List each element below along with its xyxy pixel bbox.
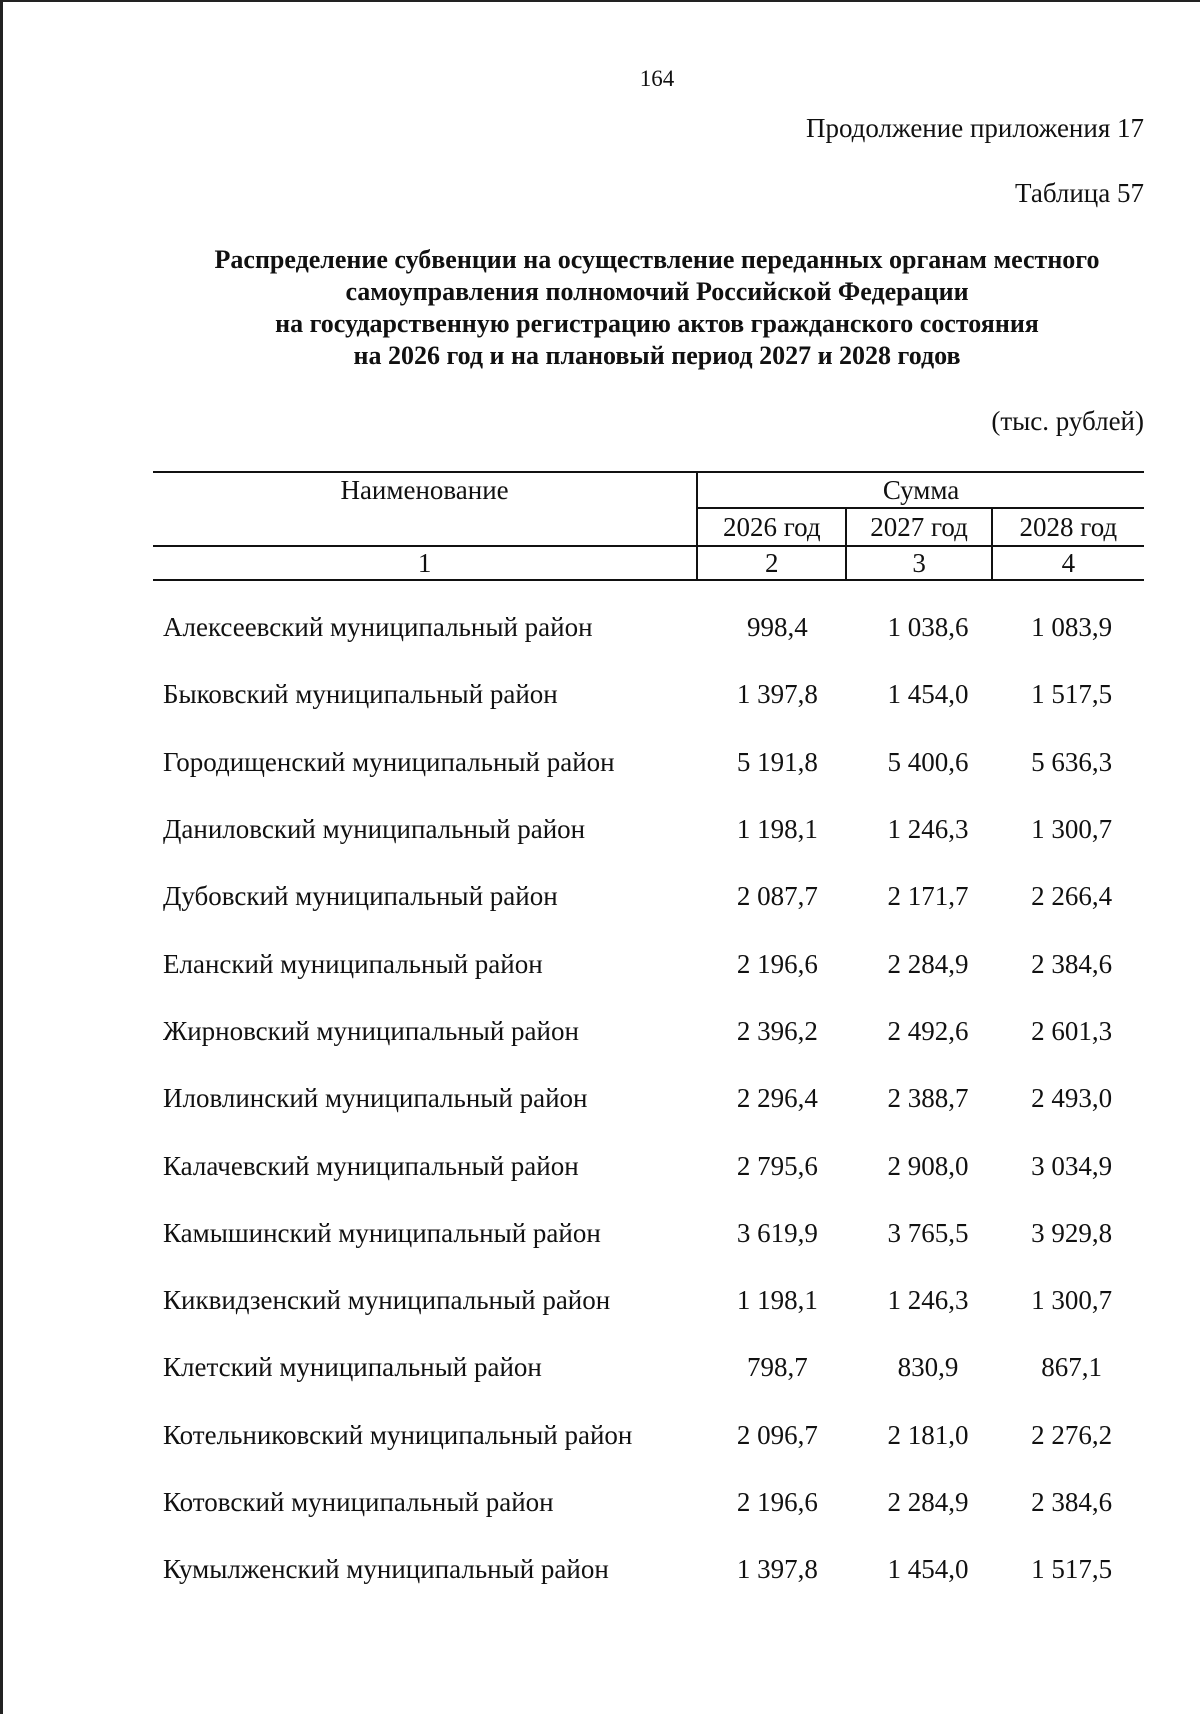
district-name: Котовский муниципальный район (163, 1487, 554, 1517)
value-2026: 5 191,8 (736, 746, 818, 777)
district-name: Даниловский муниципальный район (163, 814, 586, 845)
value-2027: 1 246,3 (887, 1285, 969, 1316)
value-2027: 2 171,7 (887, 881, 969, 912)
page-number: 164 (639, 66, 675, 91)
value-2026: 2 087,7 (736, 881, 818, 912)
district-name: Камышинский муниципальный район (163, 1217, 601, 1248)
district-name: Котельниковский муниципальный район (163, 1419, 633, 1450)
table-row (153, 1334, 1144, 1401)
value-2028: 5 636,3 (1031, 746, 1113, 777)
table-number: Таблица 57 (1015, 178, 1144, 208)
district-name: Алексеевский муниципальный район (163, 612, 593, 643)
title-line: самоуправления полномочий Российской Федерации (345, 277, 969, 306)
value-2027: 3 765,5 (887, 1217, 969, 1248)
table-row (153, 729, 1144, 796)
value-2026: 2 296,4 (736, 1083, 818, 1114)
header-year-2027: 2027 год (846, 508, 991, 546)
value-2027: 830,9 (897, 1352, 959, 1383)
table-header (153, 471, 1144, 581)
value-2026: 1 397,8 (736, 1554, 818, 1585)
value-2028: 2 601,3 (1031, 1015, 1113, 1046)
table-body (153, 594, 1144, 1603)
value-2026: 2 196,6 (736, 948, 818, 979)
value-2028: 3 929,8 (1031, 1217, 1113, 1248)
value-2026: 1 397,8 (736, 679, 818, 710)
col-number-2: 2 (697, 546, 846, 580)
district-name: Еланский муниципальный район (163, 948, 543, 979)
col-number-4: 4 (992, 546, 1144, 580)
value-2028: 2 384,6 (1031, 1487, 1113, 1517)
title-line: на государственную регистрацию актов гражданского состояния (275, 309, 1039, 338)
appendix-note: Продолжение приложения 17 (805, 113, 1144, 143)
table-row (153, 863, 1144, 930)
table-row (153, 1536, 1144, 1603)
value-2028: 867,1 (1041, 1352, 1103, 1383)
value-2026: 2 196,6 (736, 1487, 818, 1517)
value-2026: 1 198,1 (736, 814, 818, 845)
table-row (153, 594, 1144, 661)
value-2027: 2 492,6 (887, 1015, 969, 1046)
value-2028: 2 384,6 (1031, 948, 1113, 979)
table-row (153, 1402, 1144, 1469)
header-sum: Сумма (697, 472, 1144, 508)
value-2026: 798,7 (746, 1352, 808, 1383)
header-year-2028: 2028 год (992, 508, 1144, 546)
table-row (153, 930, 1144, 997)
value-2028: 2 276,2 (1031, 1419, 1113, 1450)
value-2027: 1 454,0 (887, 679, 969, 710)
value-2028: 2 266,4 (1031, 881, 1113, 912)
title-line: Распределение субвенции на осуществление переданных органам местного (214, 245, 1100, 274)
value-2028: 3 034,9 (1031, 1150, 1113, 1181)
value-2027: 2 908,0 (887, 1150, 969, 1181)
value-2026: 3 619,9 (736, 1217, 818, 1248)
value-2026: 2 096,7 (736, 1419, 818, 1450)
table-row (153, 1469, 1144, 1536)
units-label: (тыс. рублей) (991, 406, 1144, 436)
value-2027: 1 038,6 (887, 612, 969, 643)
district-name: Иловлинский муниципальный район (163, 1083, 588, 1114)
district-name: Киквидзенский муниципальный район (163, 1285, 611, 1316)
table-row (153, 1065, 1144, 1132)
value-2028: 1 300,7 (1031, 1285, 1113, 1316)
table-row (153, 661, 1144, 728)
col-number-3: 3 (846, 546, 991, 580)
value-2027: 2 284,9 (887, 1487, 969, 1517)
table-row (153, 1200, 1144, 1267)
value-2027: 1 454,0 (887, 1554, 969, 1585)
value-2027: 2 181,0 (887, 1419, 969, 1450)
value-2026: 1 198,1 (736, 1285, 818, 1316)
header-year-2026: 2026 год (697, 508, 846, 546)
value-2028: 2 493,0 (1031, 1083, 1113, 1114)
value-2028: 1 083,9 (1031, 612, 1113, 643)
value-2026: 998,4 (746, 612, 808, 643)
district-name: Клетский муниципальный район (163, 1352, 542, 1383)
header-name: Наименование (153, 472, 697, 546)
table-row (153, 1267, 1144, 1334)
district-name: Жирновский муниципальный район (163, 1015, 579, 1046)
table-row (153, 796, 1144, 863)
district-name: Быковский муниципальный район (163, 679, 558, 710)
value-2027: 2 388,7 (887, 1083, 969, 1114)
value-2027: 5 400,6 (887, 746, 969, 777)
scan-edge-left (0, 0, 3, 1714)
table-row (153, 1132, 1144, 1199)
table-row (153, 998, 1144, 1065)
district-name: Дубовский муниципальный район (163, 881, 558, 912)
value-2026: 2 795,6 (736, 1150, 818, 1181)
value-2028: 1 517,5 (1031, 1554, 1113, 1585)
value-2028: 1 300,7 (1031, 814, 1113, 845)
value-2027: 2 284,9 (887, 948, 969, 979)
value-2027: 1 246,3 (887, 814, 969, 845)
value-2028: 1 517,5 (1031, 679, 1113, 710)
document-title (140, 244, 1174, 372)
district-name: Городищенский муниципальный район (163, 746, 615, 777)
district-name: Кумылженский муниципальный район (163, 1554, 609, 1585)
title-line: на 2026 год и на плановый период 2027 и 2028 годов (353, 341, 961, 370)
district-name: Калачевский муниципальный район (163, 1150, 579, 1181)
scan-edge-top (0, 0, 1200, 2)
value-2026: 2 396,2 (736, 1015, 818, 1046)
col-number-1: 1 (153, 546, 697, 580)
